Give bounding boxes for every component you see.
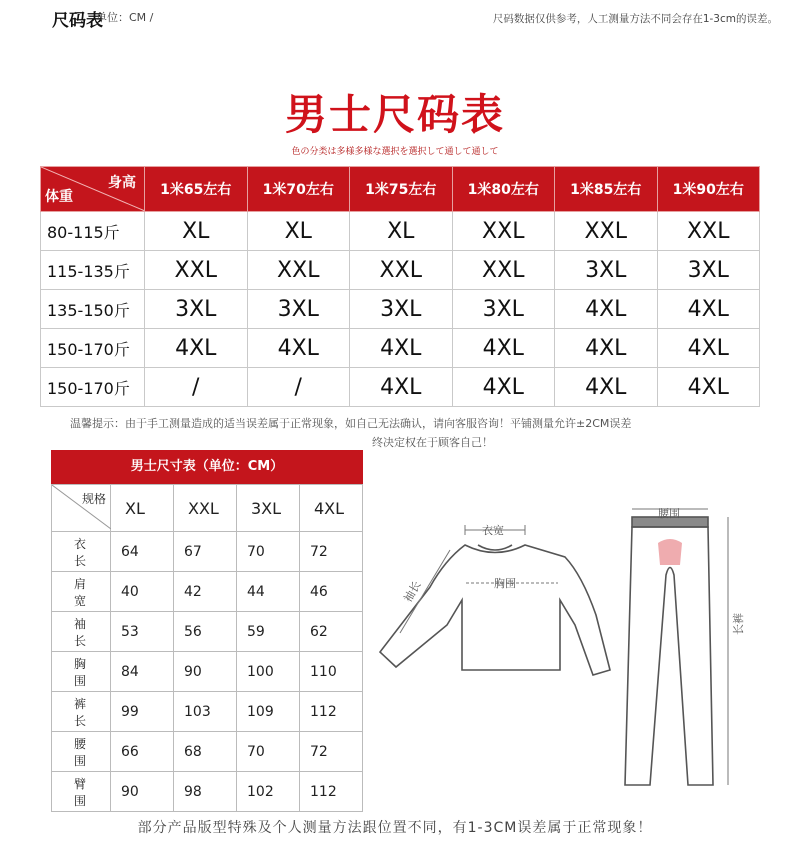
weight-cell: 150-170斤 [41, 368, 145, 407]
size-cell: 4XL [657, 368, 760, 407]
measure-value: 40 [111, 572, 174, 612]
table-row [41, 290, 760, 329]
size-header: XL [111, 485, 174, 532]
height-header: 1米90左右 [657, 167, 760, 212]
measure-value: 109 [237, 692, 300, 732]
size-cell: 4XL [452, 368, 555, 407]
measure-value: 62 [300, 612, 363, 652]
size-cell: 3XL [555, 251, 658, 290]
chest-label: 胸围 [494, 577, 516, 590]
measure-value: 42 [174, 572, 237, 612]
page-subtitle: 色の分类は多様多様な選択を選択して通して通して [291, 147, 499, 157]
measure-value: 84 [111, 652, 174, 692]
measure-label: 胸围 [52, 652, 111, 692]
table-row [41, 368, 760, 407]
pants-pouch [658, 539, 682, 565]
sleeve-label: 袖长 [401, 578, 424, 605]
size-cell: 4XL [555, 368, 658, 407]
height-header: 1米85左右 [555, 167, 658, 212]
size-cell: 4XL [555, 290, 658, 329]
measure-value: 53 [111, 612, 174, 652]
measure-value: 70 [237, 732, 300, 772]
page-title: 男士尺码表 [284, 90, 505, 139]
measure-value: 112 [300, 772, 363, 812]
measure-value: 110 [300, 652, 363, 692]
table-row [41, 212, 760, 251]
height-header: 1米75左右 [350, 167, 453, 212]
size-cell: 3XL [452, 290, 555, 329]
dimension-corner [52, 485, 111, 532]
size-header: 4XL [300, 485, 363, 532]
table-row [52, 772, 363, 812]
height-header: 1米70左右 [247, 167, 350, 212]
size-cell: 4XL [452, 329, 555, 368]
measure-value: 72 [300, 732, 363, 772]
size-cell: XL [145, 212, 248, 251]
size-cell: 3XL [350, 290, 453, 329]
size-cell: 3XL [657, 251, 760, 290]
corner-height-label: 身高 [108, 175, 136, 191]
size-chart-table [40, 166, 760, 407]
tip-line-2: 终决定权在于顾客自己！ [372, 436, 493, 449]
size-cell: XXL [145, 251, 248, 290]
shirt-measure-lines [400, 525, 558, 633]
measure-value: 90 [111, 772, 174, 812]
size-cell: XL [350, 212, 453, 251]
shirt-width-label: 衣宽 [482, 524, 504, 537]
dimension-table-title: 男士尺寸表（单位：CM） [51, 450, 363, 484]
pants-length-label: 长裤 [732, 613, 745, 635]
measure-label: 衣长 [52, 532, 111, 572]
measure-value: 59 [237, 612, 300, 652]
waist-label: 腰围 [658, 507, 680, 520]
size-cell: 4XL [657, 329, 760, 368]
size-cell: / [145, 368, 248, 407]
measure-value: 68 [174, 732, 237, 772]
measure-value: 100 [237, 652, 300, 692]
table-row [52, 732, 363, 772]
corner-weight-label: 体重 [45, 189, 73, 205]
measure-value: 90 [174, 652, 237, 692]
header-unit: 单位：CM / [96, 11, 154, 24]
corner-spec-label: 规格 [81, 492, 106, 506]
size-cell: 3XL [145, 290, 248, 329]
tip-line-1: 温馨提示：由于手工测量造成的适当误差属于正常现象，如自己无法确认，请向客服咨询！平铺测量允许±2CM误差 [70, 417, 632, 430]
table-row [52, 612, 363, 652]
size-header: 3XL [237, 485, 300, 532]
measure-value: 64 [111, 532, 174, 572]
dimension-header-row [52, 485, 363, 532]
size-cell: 4XL [145, 329, 248, 368]
size-cell: XL [247, 212, 350, 251]
shirt-outline [380, 545, 610, 675]
measure-value: 112 [300, 692, 363, 732]
height-header: 1米80左右 [452, 167, 555, 212]
weight-cell: 80-115斤 [41, 212, 145, 251]
table-row [41, 329, 760, 368]
measure-value: 66 [111, 732, 174, 772]
measure-label: 裤长 [52, 692, 111, 732]
size-cell: XXL [350, 251, 453, 290]
header-note: 尺码数据仅供参考，人工测量方法不同会存在1-3cm的误差。 [492, 13, 778, 25]
garment-diagram [370, 505, 760, 800]
size-cell: XXL [452, 251, 555, 290]
table-row [52, 572, 363, 612]
measure-value: 102 [237, 772, 300, 812]
measure-label: 臂围 [52, 772, 111, 812]
table-row [52, 532, 363, 572]
measure-value: 70 [237, 532, 300, 572]
size-cell: / [247, 368, 350, 407]
measure-label: 肩宽 [52, 572, 111, 612]
size-cell: 4XL [350, 368, 453, 407]
size-cell: 4XL [350, 329, 453, 368]
size-cell: XXL [452, 212, 555, 251]
measure-value: 99 [111, 692, 174, 732]
measure-value: 72 [300, 532, 363, 572]
table-row [52, 692, 363, 732]
measure-value: 98 [174, 772, 237, 812]
weight-cell: 150-170斤 [41, 329, 145, 368]
size-cell: XXL [555, 212, 658, 251]
dimension-table [51, 484, 363, 812]
size-chart-corner [41, 167, 145, 212]
measure-value: 44 [237, 572, 300, 612]
size-cell: 4XL [555, 329, 658, 368]
size-cell: 4XL [657, 290, 760, 329]
size-cell: 4XL [247, 329, 350, 368]
height-header: 1米65左右 [145, 167, 248, 212]
measure-value: 67 [174, 532, 237, 572]
measure-label: 袖长 [52, 612, 111, 652]
size-cell: XXL [247, 251, 350, 290]
weight-cell: 115-135斤 [41, 251, 145, 290]
measure-value: 56 [174, 612, 237, 652]
measure-label: 腰围 [52, 732, 111, 772]
footer-note: 部分产品版型特殊及个人测量方法跟位置不同，有1-3CM误差属于正常现象！ [137, 820, 653, 836]
table-row [41, 251, 760, 290]
size-header: XXL [174, 485, 237, 532]
header-title: 尺码表 [52, 11, 103, 31]
measure-value: 103 [174, 692, 237, 732]
size-cell: XXL [657, 212, 760, 251]
table-row [52, 652, 363, 692]
measure-value: 46 [300, 572, 363, 612]
size-chart-header-row [41, 167, 760, 212]
size-cell: 3XL [247, 290, 350, 329]
weight-cell: 135-150斤 [41, 290, 145, 329]
